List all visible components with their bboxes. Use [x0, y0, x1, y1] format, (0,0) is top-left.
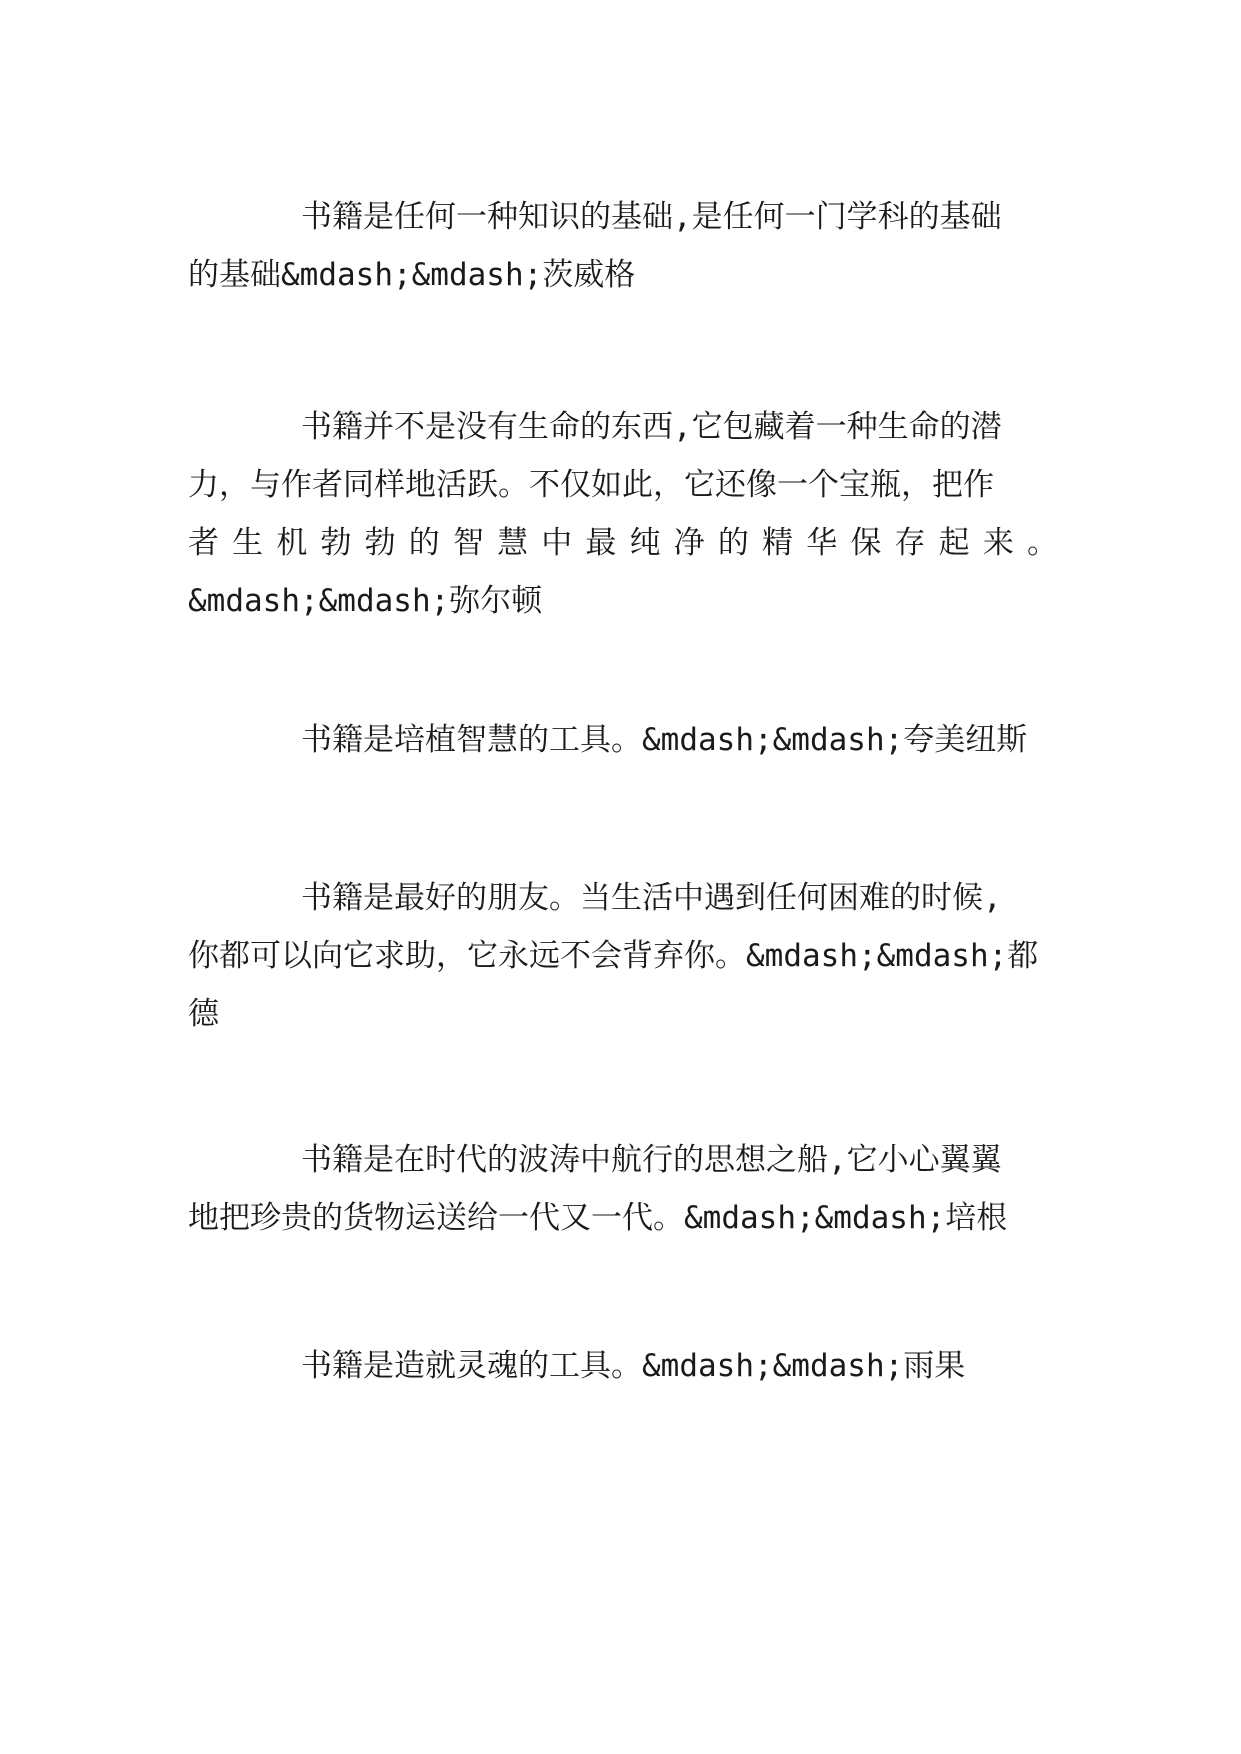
- quote-char: 来: [982, 525, 1014, 561]
- quote-char: 者: [188, 525, 219, 561]
- quote-paragraph-hugo: [188, 1337, 1058, 1395]
- quote-line: 书籍是培植智慧的工具。&mdash;&mdash;夸美纽斯: [301, 722, 1028, 758]
- quote-line: 书籍是在时代的波涛中航行的思想之船,它小心翼翼: [301, 1142, 1002, 1178]
- quote-char: 存: [894, 525, 926, 561]
- quote-char: 机: [276, 525, 308, 561]
- quote-paragraph-comenius: [188, 711, 1058, 769]
- quote-paragraph-milton: [188, 398, 1058, 630]
- quote-line: 书籍是造就灵魂的工具。&mdash;&mdash;雨果: [301, 1348, 966, 1384]
- quote-char: 的: [717, 525, 749, 561]
- quote-char: 净: [673, 525, 705, 561]
- quote-char: 智: [452, 525, 484, 561]
- quote-char: 保: [850, 525, 882, 561]
- quote-char: 。: [1026, 525, 1058, 561]
- quote-char: 的: [408, 525, 440, 561]
- quote-line-justified: [188, 514, 1058, 572]
- quote-line: &mdash;&mdash;弥尔顿: [188, 583, 543, 619]
- quote-char: 华: [806, 525, 838, 561]
- quote-char: 纯: [629, 525, 661, 561]
- quote-line: 书籍并不是没有生命的东西,它包藏着一种生命的潜: [301, 409, 1002, 445]
- quote-char: 起: [938, 525, 970, 561]
- quote-char: 慧: [497, 525, 529, 561]
- quote-paragraph-bacon: [188, 1131, 1058, 1247]
- quote-line: 的基础&mdash;&mdash;茨威格: [188, 257, 636, 293]
- quote-line: 德: [188, 996, 219, 1032]
- quote-paragraph-zweig: [188, 188, 1058, 304]
- quote-char: 最: [585, 525, 617, 561]
- quote-char: 精: [762, 525, 794, 561]
- quote-line: 力，与作者同样地活跃。不仅如此，它还像一个宝瓶，把作: [188, 467, 994, 503]
- quote-char: 中: [541, 525, 573, 561]
- quote-line: 书籍是任何一种知识的基础,是任何一门学科的基础: [301, 199, 1002, 235]
- quote-line: 地把珍贵的货物运送给一代又一代。&mdash;&mdash;培根: [188, 1200, 1008, 1236]
- quote-paragraph-daudet: [188, 869, 1058, 1043]
- quote-line: 书籍是最好的朋友。当生活中遇到任何困难的时候,: [301, 880, 1002, 916]
- quote-line: 你都可以向它求助，它永远不会背弃你。&mdash;&mdash;都: [188, 938, 1039, 974]
- quote-char: 勃: [320, 525, 352, 561]
- quote-char: 勃: [364, 525, 396, 561]
- quote-char: 生: [232, 525, 264, 561]
